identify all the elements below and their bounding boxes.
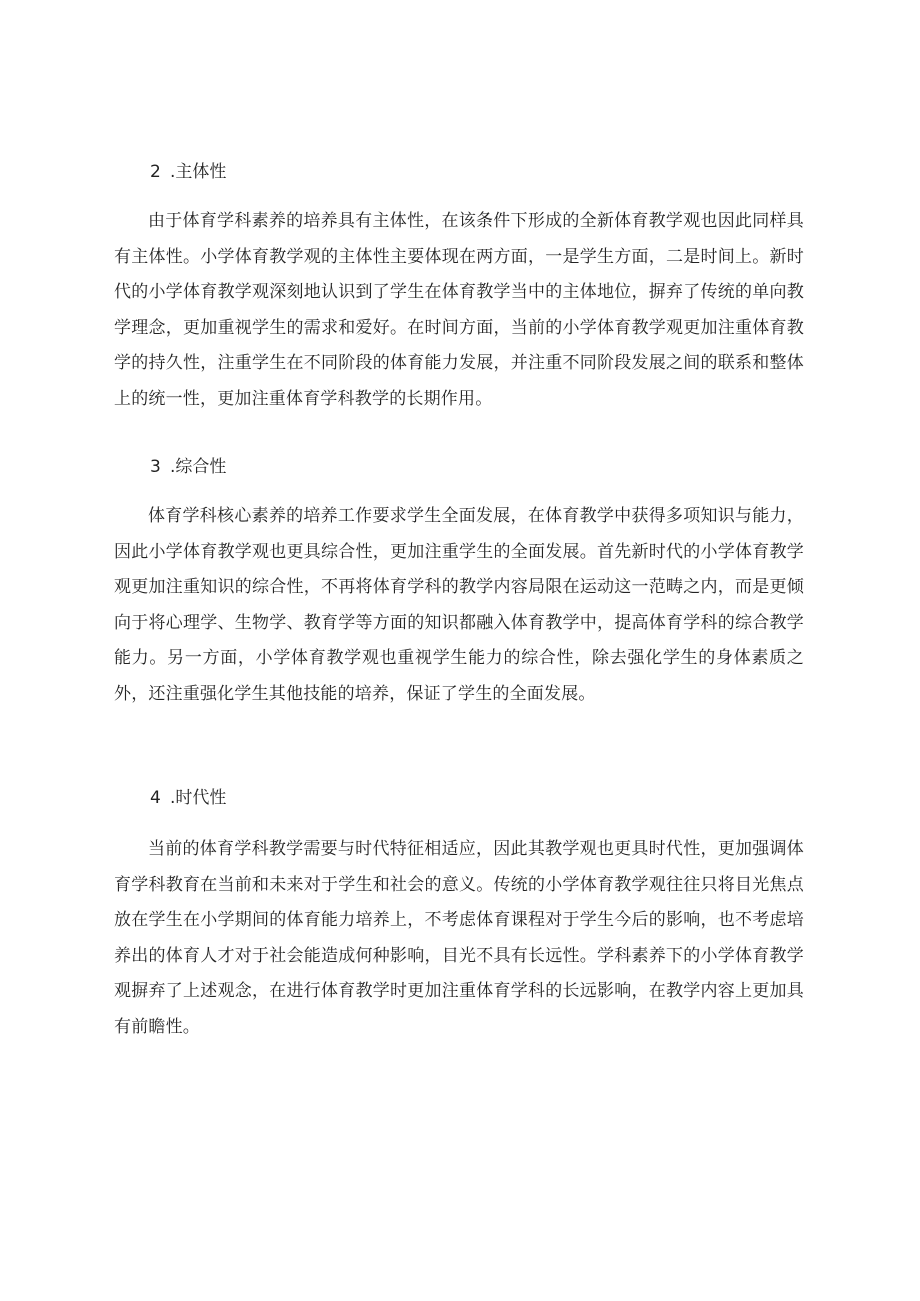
section-number: 4: [150, 788, 161, 808]
section-title: .时代性: [170, 788, 227, 808]
section-paragraph-timeliness: 当前的体育学科教学需要与时代特征相适应，因此其教学观也更具时代性，更加强调体育学科教育在当前和未来对于学生和社会的意义。传统的小学体育教学观往往只将目光焦点放在学生在小学期间的体育能力培养上，不考虑体育课程对于学生今后的影响，也不考虑培养出的体育人才对于社会能造成何种影响，目光不具有长远性。学科素养下的小学体育教学观摒弃了上述观念，在进行体育教学时更加注重体育学科的长远影响，在教学内容上更加具有前瞻性。: [114, 839, 804, 1037]
section-heading-comprehensiveness: [150, 455, 226, 479]
section-title: .综合性: [170, 457, 227, 477]
section-heading-timeliness: [150, 786, 226, 810]
section-number: 3: [150, 457, 161, 477]
section-number: 2: [150, 162, 161, 182]
section-paragraph-comprehensiveness: 体育学科核心素养的培养工作要求学生全面发展，在体育教学中获得多项知识与能力，因此小学体育教学观也更具综合性，更加注重学生的全面发展。首先新时代的小学体育教学观更加注重知识的综合性，不再将体育学科的教学内容局限在运动这一范畴之内，而是更倾向于将心理学、生物学、教育学等方面的知识都融入体育教学中，提高体育学科的综合教学能力。另一方面，小学体育教学观也重视学生能力的综合性，除去强化学生的身体素质之外，还注重强化学生其他技能的培养，保证了学生的全面发展。: [114, 506, 804, 704]
section-heading-subjectivity: [150, 160, 226, 184]
section-paragraph-subjectivity: 由于体育学科素养的培养具有主体性，在该条件下形成的全新体育教学观也因此同样具有主体性。小学体育教学观的主体性主要体现在两方面，一是学生方面，二是时间上。新时代的小学体育教学观深刻地认识到了学生在体育教学当中的主体地位，摒弃了传统的单向教学理念，更加重视学生的需求和爱好。在时间方面，当前的小学体育教学观更加注重体育教学的持久性，注重学生在不同阶段的体育能力发展，并注重不同阶段发展之间的联系和整体上的统一性，更加注重体育学科教学的长期作用。: [114, 211, 804, 409]
section-title: .主体性: [170, 162, 227, 182]
